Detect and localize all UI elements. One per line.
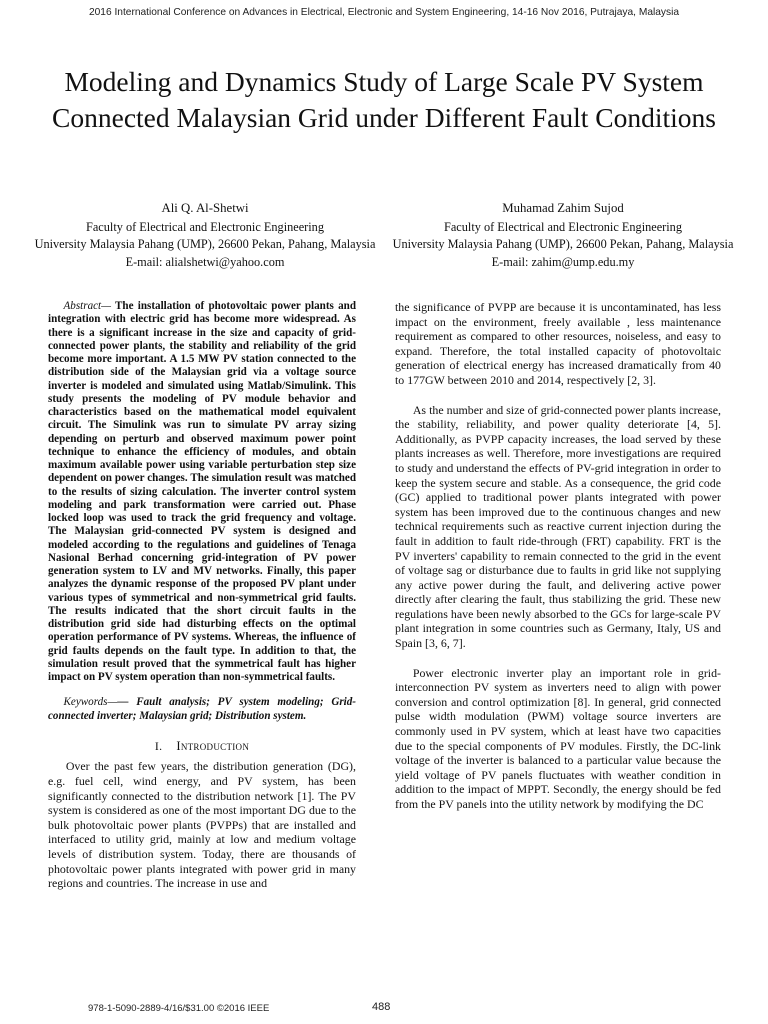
author-department: Faculty of Electrical and Electronic Engineering — [86, 219, 324, 234]
abstract — [48, 300, 356, 684]
author-affiliation: University Malaysia Pahang (UMP), 26600 Pekan, Pahang, Malaysia — [34, 237, 376, 251]
abstract-lead: Abstract— — [63, 300, 111, 312]
keywords — [48, 696, 356, 723]
abstract-text: The installation of photovoltaic power plants and integration with electric grid has become more widespread. As there is a significant increase in the size and capacity of grid-connected power plants, the stability and reliability of the grid become more important. A 1.5 MW PV station connected to the distribution side of the Malaysian grid via a voltage source inverter is modeled and simulated using Matlab/Simulink. This study presents the modeling of PV module behavior and characteristics based on the mathematical model equivalent circuit. The Simulink was run to simulate PV array sizing depending on perturb and observed maximum power point technique to enhance the efficiency of modules, and obtain maximum available power using variable perturbation step size dependent on power changes. The simulation result was matched to the results of sizing calculation. The inverter control system modeling and park transformation were carried out. Phase locked loop was used to track the grid frequency and voltage. The Malaysian grid-connected PV system is designed and modeled according to the regulations and guidelines of Tenaga Nasional Berhad concerning grid-integration of PV power generation system to LV and MV networks. Finally, this paper analyzes the dynamic response of the proposed PV plant under various types of symmetrical and non-symmetrical grid faults. The results indicated that the short circuit faults in the distribution grid side had disturbing effects on the optimal operation performance of PV systems. Whereas, the influence of grid faults depends on the fault type. In addition to that, the simulation result proved that the symmetrical fault has higher impact on PV system operation than non-symmetrical faults. — [48, 300, 356, 683]
section-title: Introduction — [176, 738, 250, 753]
author-email: E-mail: alialshetwi@yahoo.com — [125, 254, 285, 269]
paragraph-intro-1-continued: the significance of PVPP are because it is uncontaminated, has less impact on the environment, freely available , less maintenance requirement as compared to other resources, noiseless, and easy to expand. Therefore, the total installed capacity of photovoltaic generation of electrical energy has increased dramatically from 40 to 177GW between 2010 and 2014, respectively [2, 3]. — [395, 300, 721, 387]
author-department: Faculty of Electrical and Electronic Engineering — [444, 219, 682, 234]
paper-title: Modeling and Dynamics Study of Large Scale PV System Connected Malaysian Grid under Different Fault Conditions — [52, 66, 716, 133]
author-email: E-mail: zahim@ump.edu.my — [491, 254, 635, 269]
paragraph-intro-3: Power electronic inverter play an important role in grid-interconnection PV system as inverters need to align with power conversion and control optimization [8]. In general, grid connected pulse width modulation (PWM) voltage source inverters are commonly used in PV system, which at least have two capacities due to the special components of PV modules. Firstly, the DC-link voltage of the inverter is balanced to a particular value because the yield voltage of PV panels fluctuates with weather condition in addition to the impact of MPPT. Secondly, the energy should be fed from the PV panels into the utility network by modifying the DC — [395, 665, 721, 811]
conference-header: 2016 International Conference on Advances in Electrical, Electronic and System Engineering, 14-16 Nov 2016, Putrajaya, Malaysia — [88, 7, 680, 18]
right-column — [395, 300, 721, 827]
section-heading-introduction — [48, 739, 356, 754]
paragraph-intro-2: As the number and size of grid-connected power plants increase, the stability, reliability, and power quality deteriorate [4, 5]. Additionally, as PVPP capacity increases, the load served by these plants increases as well. Therefore, more investigations are required to study and understand the effects of PV-grid integration in order to keep the system secure and stable. As a consequence, the grid code (GC) applied to traditional power plants integrated with power system has been improved due to the continuous changes and new technical requirements such as reactive current injection during the fault in addition to fault ride-through (FRT) capability. FRT is the PV inverters' capability to remain connected to the grid in the event of voltage sag or disturbance due to faults in grid like not supplying any active power during the fault, and delivering active power directly after clearing the fault, thus stabilizing the grid. These new regulations have been newly absorbed to the GCs for large-scale PV plant integration in some countries such as Germany, Italy, US and Spain [3, 6, 7]. — [395, 402, 721, 651]
paragraph-intro-1: Over the past few years, the distribution generation (DG), e.g. fuel cell, wind energy, and PV system, has been significantly connected to the distribution network [1]. The PV system is considered as one of the most important DG due to the bulk photovoltaic power plants (PVPPs) that are installed and interfaced to utility grid, mainly at low and medium voltage levels of distribution system. Today, there are thousands of photovoltaic power plants integrated with power grid in many regions and countries. The increase in use and — [48, 759, 356, 891]
footer-isbn: 978-1-5090-2889-4/16/$31.00 ©2016 IEEE — [88, 1003, 270, 1014]
author-affiliation: University Malaysia Pahang (UMP), 26600 Pekan, Pahang, Malaysia — [392, 237, 734, 251]
author-name: Ali Q. Al-Shetwi — [161, 201, 249, 215]
author-block-1 — [20, 200, 390, 271]
author-block-2 — [378, 200, 748, 271]
left-column — [48, 300, 356, 906]
section-number: I. — [154, 738, 163, 753]
keywords-text: — Fault analysis; PV system modeling; Grid-connected inverter; Malaysian grid; Distribution system. — [48, 696, 356, 722]
keywords-lead: Keywords— — [63, 696, 118, 709]
author-name: Muhamad Zahim Sujod — [502, 201, 624, 215]
page-number: 488 — [372, 1001, 391, 1013]
